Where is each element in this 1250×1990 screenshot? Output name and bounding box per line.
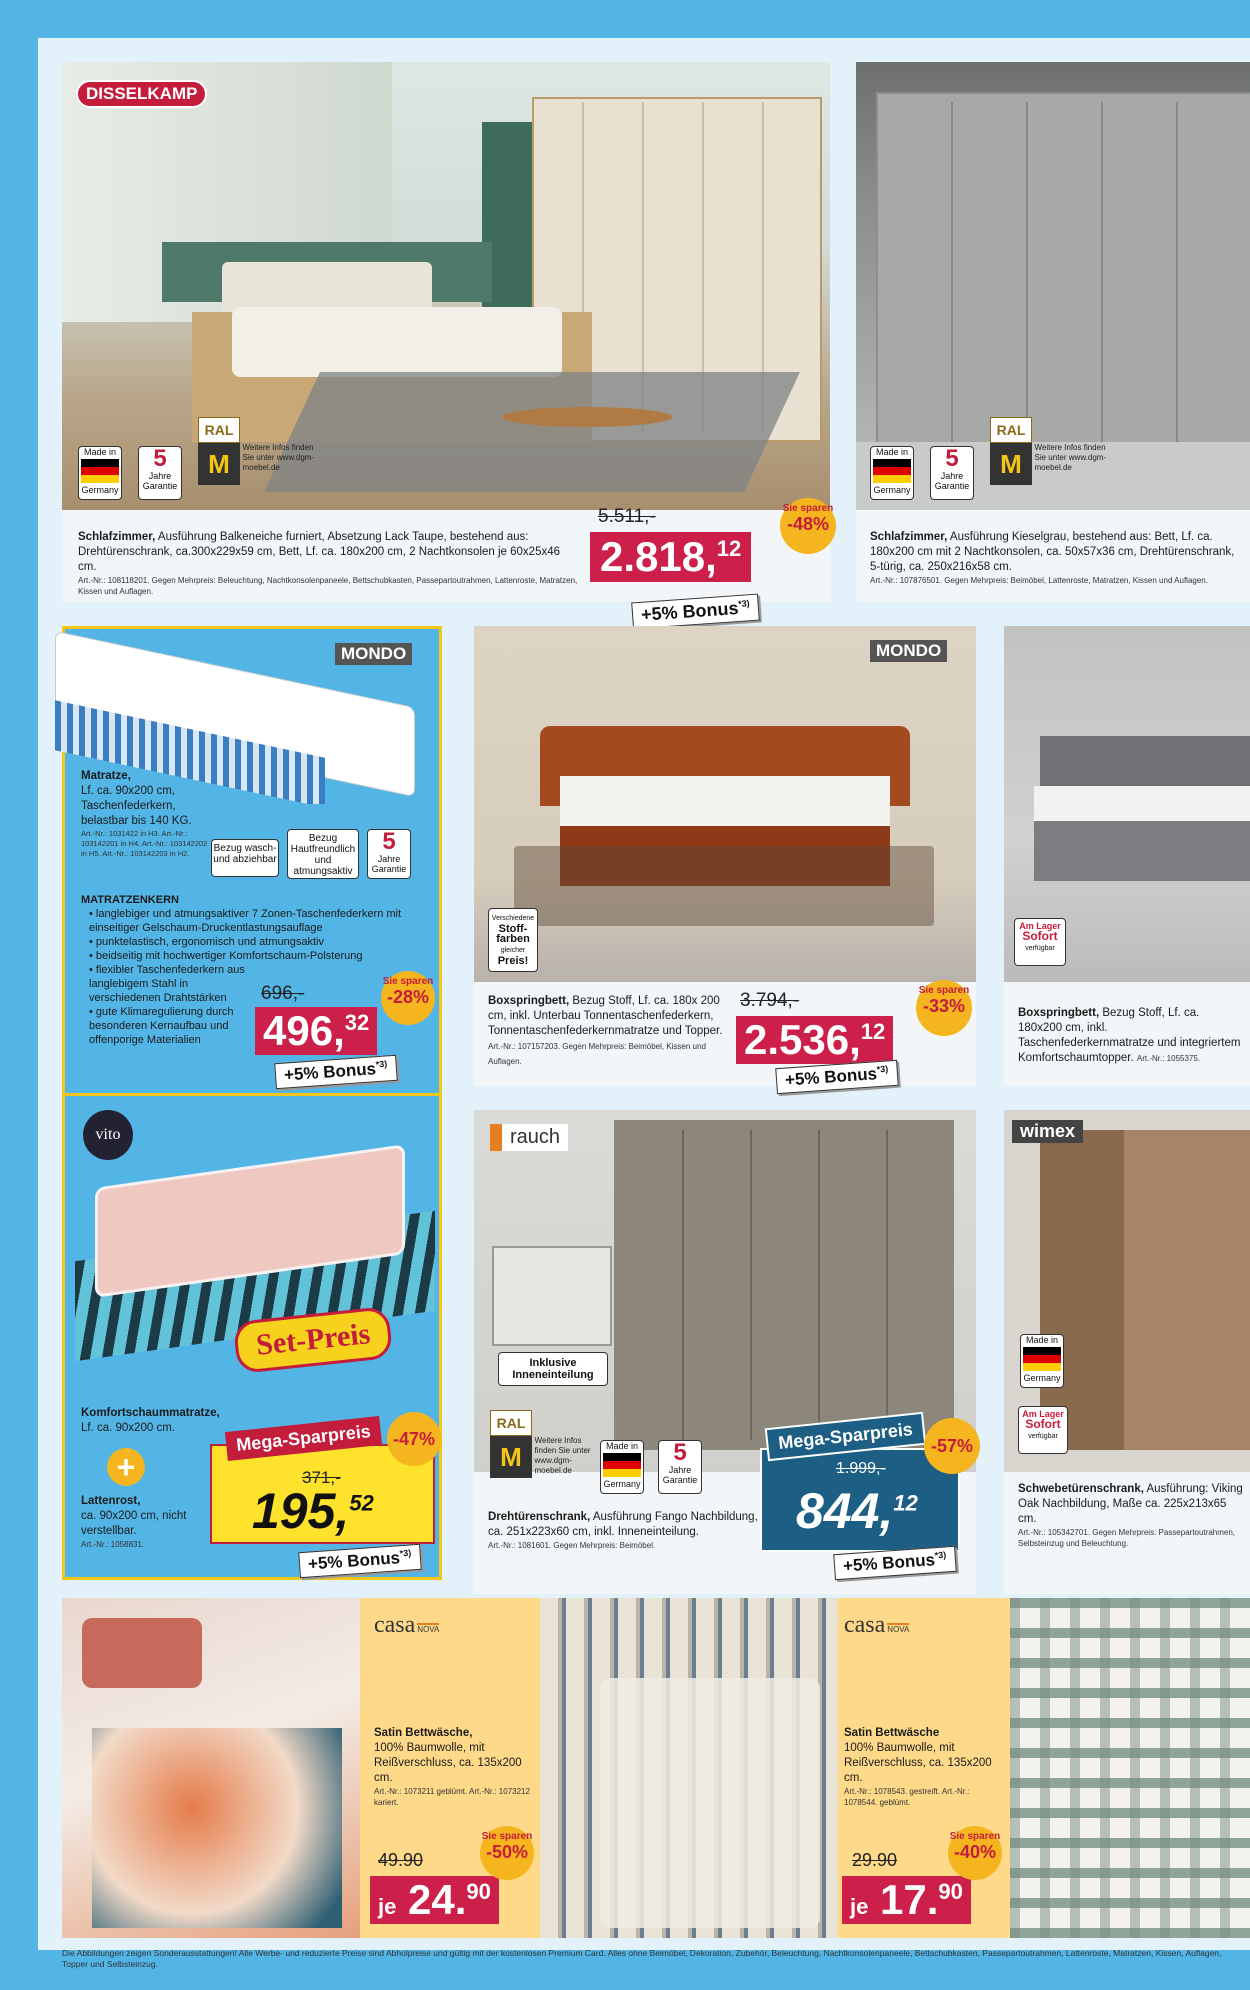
- mondo-logo: MONDO: [870, 640, 947, 662]
- fabric-colors-badge: Verschiedene Stoff-farben gleicher Preis!: [488, 908, 538, 972]
- ral-quality-badge: RAL M Weitere Infos finden Sie unter www.dgm-moebel.de: [990, 417, 1120, 485]
- made-in-germany-badge: Made in Germany: [600, 1440, 644, 1494]
- disselkamp-logo: DISSELKAMP: [76, 80, 207, 108]
- bedroom-photo: [62, 62, 830, 510]
- bedroom-offer-card: [62, 62, 834, 625]
- grey-boxspring-description: Boxspringbett, Bezug Stoff, Lf. ca. 180x200 cm, inkl. Taschenfederkernmatratze und integriertem Komfortschaumtopper. Art.-Nr.: 1055375.: [1018, 1007, 1241, 1064]
- wardrobe-description: Drehtürenschrank, Ausführung Fango Nachbildung, ca. 251x223x60 cm, inkl. Inneneinteilung. Art.-Nr.: 1081601. Gegen Mehrpreis: Beimöbel.: [488, 1511, 758, 1550]
- ral-quality-badge: RAL M Weitere Infos finden Sie unter www.dgm-moebel.de: [490, 1410, 610, 1478]
- striped-bedding-photo: [540, 1598, 838, 1938]
- sliding-wardrobe-offer-card: [1004, 1110, 1250, 1594]
- mattress-price: 496,32: [255, 1007, 377, 1055]
- mondo-logo: MONDO: [335, 643, 412, 665]
- mattress-core-section: MATRATZENKERN • langlebiger und atmungsaktiver 7 Zonen-Taschenfederkern mit einseitiger Gelschaum-Druckentlastungsauflage • punktelastisch, ergonomisch und atmungsaktiv • beidseitig mit hochwertiger Komfortschaum-Polsterung • flexibler Taschenfederkern aus langlebigem Stahl in verschiedenen Drahtstärken • gute Klimaregulierung durch besonderen Kernaufbau und offenporige Materialien: [81, 893, 421, 1047]
- garantie-badge: 5 Jahre Garantie: [930, 446, 974, 500]
- boxspring-old-price: 3.794,-: [740, 990, 800, 1011]
- floral-bedding-photo: [62, 1598, 360, 1938]
- mega-sparpreis-box: Mega-Sparpreis 371,- 195,52: [210, 1444, 435, 1544]
- wardrobe-savings-badge: -57%: [924, 1418, 980, 1474]
- casanova-logo: casa NOVA: [374, 1612, 440, 1638]
- washable-cover-badge: Bezug wasch- und abziehbar: [211, 839, 279, 877]
- boxspring-bonus-label: +5% Bonus$^{*3)}$: [775, 1060, 898, 1094]
- bedroom-price: 2.818,12: [590, 532, 751, 582]
- interior-included-badge: Inklusive Inneneinteilung: [498, 1352, 608, 1386]
- wardrobe-price: 844,12: [796, 1483, 918, 1539]
- bedding2-description: Satin Bettwäsche 100% Baumwolle, mit Reißverschluss, ca. 135x200 cm. Art.-Nr.: 1078543. gestreift. Art.-Nr.: 1078544. geblümt.: [844, 1727, 992, 1807]
- made-in-germany-badge: Made in Germany: [870, 446, 914, 500]
- boxspring-savings-badge: Sie sparen -33%: [916, 980, 972, 1036]
- in-stock-badge: Am Lager Sofort verfügbar: [1018, 1406, 1068, 1454]
- core-bullet: • langlebiger und atmungsaktiver 7 Zonen-Taschenfederkern mit einseitiger Gelschaum-Druckentlastungsauflage: [89, 908, 402, 934]
- wardrobe-bonus-label: +5% Bonus$^{*3)}$: [833, 1546, 956, 1580]
- bedding1-old-price: 49.90: [378, 1850, 424, 1870]
- made-in-germany-badge: Made in Germany: [78, 446, 122, 500]
- mattress-savings-badge: Sie sparen -28%: [381, 971, 435, 1025]
- vito-set-offer-card: [62, 1096, 442, 1580]
- casanova-logo: casa NOVA: [844, 1612, 910, 1638]
- core-bullet: • beidseitig mit hochwertiger Komfortschaum-Polsterung: [89, 950, 363, 962]
- core-bullet: • punktelastisch, ergonomisch und atmungsaktiv: [89, 936, 324, 948]
- bedding-row: [62, 1598, 1250, 1938]
- mattress-description: Matratze, Lf. ca. 90x200 cm, Taschenfederkern, belastbar bis 140 KG. Art.-Nr.: 1031422 in H3. Art.-Nr.: 103142201 in H4. Art.-Nr.: 103142202 in H5. Art.-Nr.: 103142203 in H2.: [81, 770, 208, 858]
- interior-view-photo: [492, 1246, 612, 1346]
- ral-quality-badge: RAL M Weitere Infos finden Sie unter www.dgm-moebel.de: [198, 417, 328, 485]
- boxspring-price: 2.536,12: [736, 1016, 893, 1064]
- lattenrost-description: Lattenrost, ca. 90x200 cm, nicht verstellbar. Art.-Nr.: 1058831.: [81, 1495, 187, 1549]
- mattress-offer-card: [62, 626, 442, 1096]
- garantie-badge: 5 Jahre Garantie: [367, 829, 411, 879]
- garantie-badge: 5 Jahre Garantie: [658, 1440, 702, 1494]
- bedroom-bonus-label: +5% Bonus$^{*3)}$: [631, 594, 760, 630]
- mattress-bonus-label: +5% Bonus$^{*3)}$: [274, 1055, 397, 1089]
- bedroom-savings-badge: Sie sparen -48%: [780, 498, 836, 554]
- vito-price: 195,52: [252, 1483, 374, 1539]
- bedding2-price: je 17.90: [842, 1876, 971, 1924]
- wardrobe-old-price: 1.999,-: [836, 1460, 886, 1477]
- grey-bedroom-description: Schlafzimmer, Ausführung Kieselgrau, bestehend aus: Bett, Lf. ca. 180x200 cm mit 2 Nachtkonsolen, ca. 50x57x36 cm, Drehtürenschrank, 5-türig, ca. 250x216x58 cm. Art.-Nr.: 107876501. Gegen Mehrpreis: Beimöbel, Lattenroste, Matratzen, Kissen und Auflagen.: [870, 531, 1235, 585]
- boxspring-description: Boxspringbett, Bezug Stoff, Lf. ca. 180x 200 cm, inkl. Unterbau Tonnentaschenfederkern, Tonnentaschenfederkernmatratze und Topper. Art.-Nr.: 107157203. Gegen Mehrpreis: Beimöbel, Kissen und Auflagen.: [488, 995, 723, 1066]
- vito-logo: vito: [83, 1110, 133, 1160]
- skin-friendly-badge: Bezug Hautfreundlich und atmungsaktiv: [287, 829, 359, 879]
- wardrobe-offer-card: [474, 1110, 976, 1594]
- wimex-logo: wimex: [1012, 1120, 1083, 1143]
- bedding2-old-price: 29.90: [852, 1850, 898, 1870]
- core-bullet: • flexibler Taschenfederkern aus langlebigem Stahl in verschiedenen Drahtstärken: [89, 964, 245, 1004]
- grey-boxspring-offer-card: [1004, 626, 1250, 1086]
- footer-disclaimer: Die Abbildungen zeigen Sonderausstattungen! Alle Werbe- und reduzierte Preise sind Abholpreise und gültig mit der kostenlosen Premium Card. Alles ohne Beimöbel, Dekoration, Zubehör, Beleuchtung, Nachtkonsolenpaneele, Bettschubkasten, Passepartoutrahmen, Lattenroste, Matratzen, Kissen, Auflagen, Topper und Selbsteinzug.: [62, 1948, 1222, 1969]
- core-bullet: • gute Klimaregulierung durch besonderen Kernaufbau und offenporige Materialien: [89, 1006, 234, 1046]
- grey-bedroom-offer-card: [856, 62, 1250, 602]
- bedding1-description: Satin Bettwäsche, 100% Baumwolle, mit Reißverschluss, ca. 135x200 cm. Art.-Nr.: 1073211 geblümt. Art.-Nr.: 1073212 kariert.: [374, 1727, 530, 1807]
- boxspring-offer-card: [474, 626, 976, 1090]
- vito-bonus-label: +5% Bonus$^{*3)}$: [298, 1544, 421, 1578]
- vito-description: Komfortschaummatratze, Lf. ca. 90x200 cm.: [81, 1407, 220, 1434]
- garantie-badge: 5 Jahre Garantie: [138, 446, 182, 500]
- in-stock-badge: Am Lager Sofort verfügbar: [1014, 918, 1066, 966]
- wardrobe-mega-box: Mega-Sparpreis 1.999,- 844,12: [760, 1448, 960, 1552]
- bedding1-savings-badge: Sie sparen -50%: [480, 1826, 534, 1880]
- bedroom-description: Schlafzimmer, Ausführung Balkeneiche furniert, Absetzung Lack Taupe, bestehend aus: Drehtürenschrank, ca.300x229x59 cm, Bett, Lf. ca. 180x200 cm, 2 Nachtkonsolen je 60x25x46 cm. Art.-Nr.: 108118201. Gegen Mehrpreis: Beleuchtung, Nachtkonsolenpaneele, Bettschubkasten, Passepartoutrahmen, Lattenroste, Matratzen, Kissen und Auflagen.: [78, 531, 578, 596]
- boxspring-photo: [474, 626, 976, 982]
- made-in-germany-badge: Made in Germany: [1020, 1334, 1064, 1388]
- rauch-logo: rauch: [490, 1124, 568, 1151]
- bedding2-savings-badge: Sie sparen -40%: [948, 1826, 1002, 1880]
- set-price-label: Set-Preis: [233, 1306, 394, 1374]
- vito-old-price: 371,-: [302, 1468, 341, 1487]
- bedding1-price: je 24.90: [370, 1876, 499, 1924]
- plus-icon: +: [107, 1448, 145, 1486]
- checked-bedding-photo: [1010, 1598, 1250, 1938]
- vito-savings-badge: -47%: [387, 1412, 441, 1466]
- sliding-wardrobe-description: Schwebetürenschrank, Ausführung: Viking Oak Nachbildung, Maße ca. 225x213x65 cm. Art.-Nr.: 105342701. Gegen Mehrpreis: Passepartoutrahmen, Selbsteinzug und Beleuchtung.: [1018, 1483, 1243, 1548]
- bedroom-old-price: 5.511,-: [598, 506, 656, 527]
- mattress-old-price: 696,-: [261, 983, 305, 1004]
